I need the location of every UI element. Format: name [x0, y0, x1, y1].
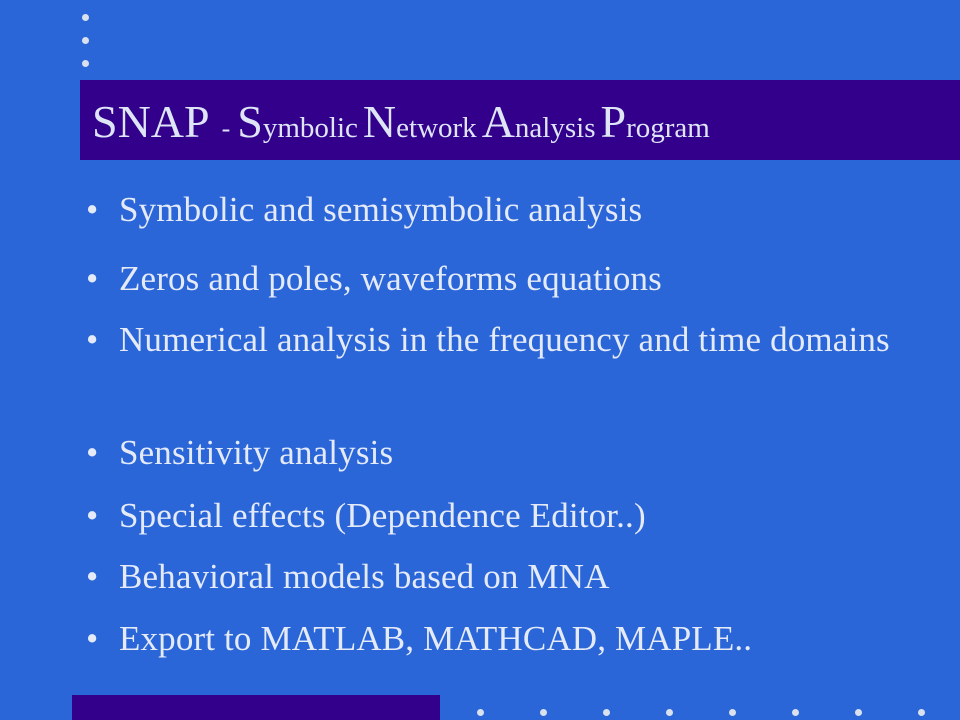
bullet-item [86, 496, 646, 536]
bullet-text: Numerical analysis in the frequency and time domains [119, 320, 890, 359]
title-s-initial: S [237, 96, 263, 147]
title-p-rest: rogram [626, 112, 710, 144]
bullet-item [86, 557, 610, 597]
bullet-marker: • [86, 259, 99, 298]
bullet-marker: • [86, 433, 99, 472]
bullet-marker: • [86, 190, 99, 229]
decorative-dot [603, 709, 610, 716]
bullet-text: Behavioral models based on MNA [119, 557, 610, 596]
decorative-dot [792, 709, 799, 716]
bullet-text: Sensitivity analysis [119, 433, 394, 472]
decorative-dot [729, 709, 736, 716]
title-n-rest: etwork [396, 112, 477, 144]
decorative-dot [540, 709, 547, 716]
decorative-dot [855, 709, 862, 716]
slide-title [92, 92, 710, 152]
decorative-dots-bottom [460, 705, 960, 720]
bullet-marker: • [86, 557, 99, 596]
bullet-text: Zeros and poles, waveforms equations [119, 259, 662, 298]
bullet-marker: • [86, 619, 99, 658]
decorative-dot [918, 709, 925, 716]
decorative-dot [477, 709, 484, 716]
title-s-rest: ymbolic [262, 112, 358, 144]
bullet-marker: • [86, 496, 99, 535]
bullet-item [86, 190, 642, 230]
decorative-dot [82, 37, 89, 44]
bullet-item [86, 259, 662, 299]
bullet-item [86, 619, 752, 659]
decorative-dot [82, 60, 89, 67]
decorative-dot [666, 709, 673, 716]
title-a-initial: A [481, 96, 515, 147]
footer-bar [72, 695, 440, 720]
bullet-item [86, 433, 393, 473]
decorative-dot [82, 14, 89, 21]
bullet-item [86, 320, 960, 360]
title-dash: - [221, 114, 231, 143]
title-snap: SNAP [92, 96, 210, 147]
bullet-text: Symbolic and semisymbolic analysis [119, 190, 643, 229]
title-a-rest: nalysis [514, 112, 596, 144]
decorative-dots-vertical [82, 10, 94, 70]
title-n-initial: N [362, 96, 397, 147]
bullet-marker: • [86, 320, 99, 359]
bullet-text: Special effects (Dependence Editor..) [119, 496, 646, 535]
bullet-text: Export to MATLAB, MATHCAD, MAPLE.. [119, 619, 753, 658]
title-p-initial: P [600, 96, 627, 147]
